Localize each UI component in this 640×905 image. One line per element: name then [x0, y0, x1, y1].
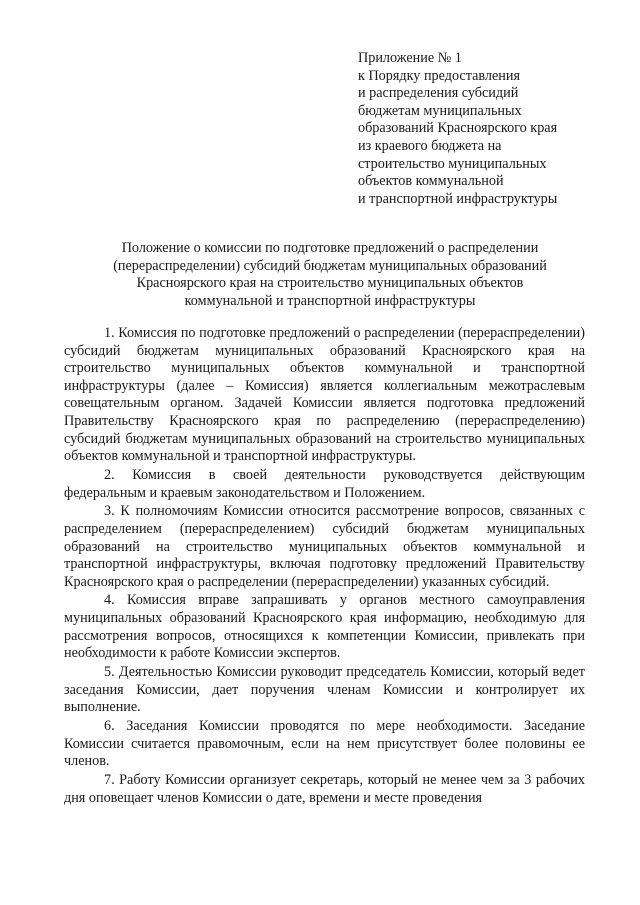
appendix-line: Приложение № 1	[358, 50, 462, 66]
paragraph-1: 1. Комиссия по подготовке предложений о распределении (перераспределении) субсидий бюджетам муниципальных образований Красноярского края на строительство муниципальных объектов коммунальной и транспортной инфраструктуры (далее – Комиссия) является коллегиальным межотраслевым совещательным органом. Задачей Комиссии является подготовка предложений Правительству Красноярского края по распределению (перераспределению) субсидий бюджетам муниципальных образований на строительство муниципальных объектов коммунальной и транспортной инфраструктуры.	[64, 325, 585, 465]
paragraph-7: 7. Работу Комиссии организует секретарь, который не менее чем за 3 рабочих дня оповещает членов Комиссии о дате, времени и месте проведения	[64, 771, 585, 806]
appendix-header	[358, 50, 598, 208]
document-body	[64, 325, 585, 808]
appendix-line: строительство муниципальных	[358, 155, 547, 172]
title-line: Красноярского края на строительство муниципальных объектов	[136, 275, 524, 292]
paragraph-3: 3. К полномочиям Комиссии относится рассмотрение вопросов, связанных с распределением (перераспределением) субсидий бюджетам муниципальных образований на строительство муниципальных объектов коммунальной и транспортной инфраструктуры, включая подготовку предложений Правительству Красноярского края о распределении (перераспределении) указанных субсидий.	[64, 503, 585, 590]
paragraph-2: 2. Комиссия в своей деятельности руководствуется действующим федеральным и краевым законодательством и Положением.	[64, 466, 585, 501]
appendix-line: объектов коммунальной	[358, 173, 504, 190]
title-line: Положение о комиссии по подготовке предложений о распределении	[121, 240, 539, 256]
title-line: (перераспределении) субсидий бюджетам муниципальных образований	[113, 257, 547, 274]
appendix-line: бюджетам муниципальных	[358, 102, 522, 119]
paragraph-5: 5. Деятельностью Комиссии руководит председатель Комиссии, который ведет заседания Комиссии, дает поручения членам Комиссии и контролирует их выполнение.	[64, 664, 585, 716]
appendix-line: к Порядку предоставления	[358, 67, 520, 84]
appendix-line: и транспортной инфраструктуры	[358, 190, 558, 207]
appendix-line: образований Красноярского края	[358, 120, 558, 137]
paragraph-4: 4. Комиссия вправе запрашивать у органов местного самоуправления муниципальных образований Красноярского края информацию, необходимую для рассмотрения вопросов, относящихся к компетенции Комиссии, привлекать при необходимости к работе Комиссии экспертов.	[64, 592, 585, 662]
title-line: коммунальной и транспортной инфраструктуры	[184, 292, 476, 309]
appendix-line: из краевого бюджета на	[358, 137, 502, 154]
appendix-line: и распределения субсидий	[358, 85, 519, 102]
paragraph-6: 6. Заседания Комиссии проводятся по мере необходимости. Заседание Комиссии считается правомочным, если на нем присутствует более половины ее членов.	[64, 718, 585, 770]
document-title	[70, 240, 590, 310]
